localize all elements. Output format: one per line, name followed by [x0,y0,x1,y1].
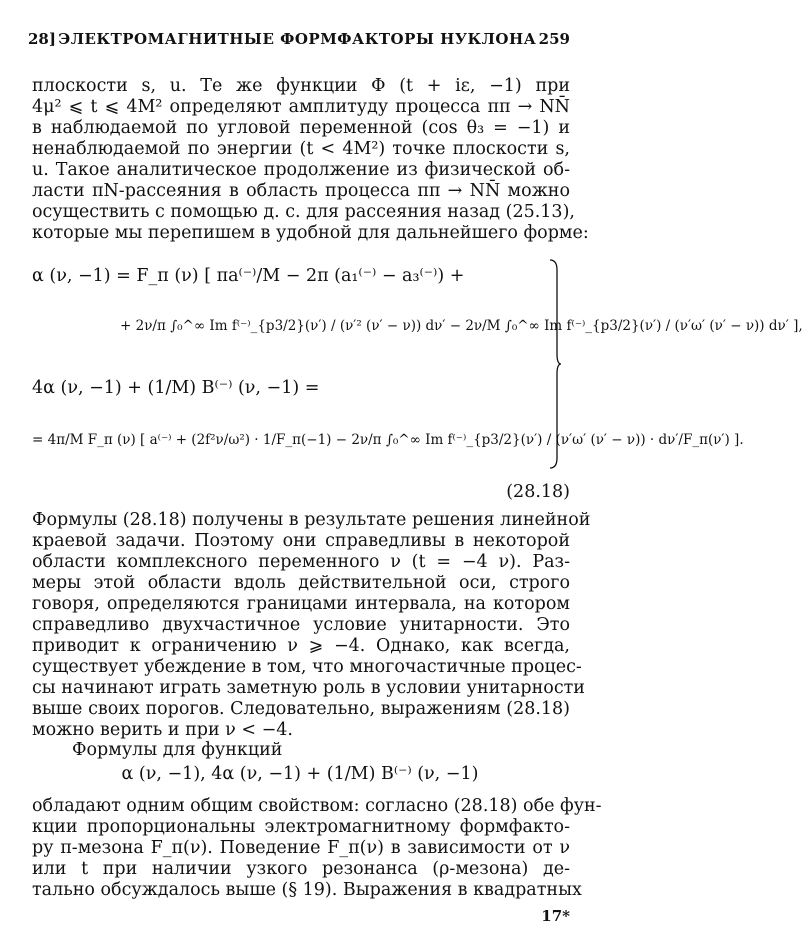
running-header [28,30,570,48]
text-line: тально обсуждалось выше (§ 19). Выражения в квадратных [32,880,582,900]
section-number: 28] [28,30,56,48]
text-line: плоскости s, u. Те же функции Φ (t + iε, −1) при [32,76,570,96]
text-line: Формулы для функций [72,740,283,760]
text-line: ласти πN-рассеяния в область процесса ππ → NN̄ можно [32,181,570,201]
text-line: выше своих порогов. Следовательно, выражениям (28.18) [32,699,570,719]
text-line: области комплексного переменного ν (t = −4 ν). Раз- [32,552,570,572]
right-brace [548,258,562,470]
text-line: или t при наличии узкого резонанса (ρ-мезона) де- [32,859,570,879]
equation-line-4: = 4π/M F_π (ν) [ a⁽⁻⁾ + (2f²ν/ω²) · 1/F_π(−1) − 2ν/π ∫₀^∞ Im f⁽⁻⁾_{p3/2}(ν′) / (ν′ω′ (ν′ − ν)) · dν′/F_π(ν′) ]. [32,432,744,448]
text-line: обладают одним общим свойством: согласно (28.18) обе фун- [32,796,602,816]
page-number: 259 [538,30,570,48]
text-line: Формулы (28.18) получены в результате решения линейной [32,510,591,530]
text-line: ненаблюдаемой по энергии (t < 4M²) точке плоскости s, [32,139,570,159]
body-paragraph [32,510,591,741]
text-line: краевой задачи. Поэтому они справедливы в некоторой [32,531,570,551]
text-line: ру π-мезона F_π(ν). Поведение F_π(ν) в зависимости от ν [32,838,570,858]
intro-paragraph [32,76,589,244]
text-line: существует убеждение в том, что многочастичные процес- [32,657,582,677]
text-line: приводит к ограничению ν ⩾ −4. Однако, как всегда, [32,636,570,656]
text-line: u. Такое аналитическое продолжение из физической об- [32,160,570,180]
text-line: справедливо двухчастичное условие унитарности. Это [32,615,570,635]
equation-line-3: 4α (ν, −1) + (1/M) B⁽⁻⁾ (ν, −1) = [32,378,320,398]
text-line: которые мы перепишем в удобной для дальнейшего форме: [32,223,589,243]
equation-number: (28.18) [506,482,570,502]
text-line: говоря, определяются границами интервала, на котором [32,594,570,614]
text-line: кции пропорциональны электромагнитному формфакто- [32,817,570,837]
text-line: в наблюдаемой по угловой переменной (cos θ₃ = −1) и [32,118,570,138]
running-title: ЭЛЕКТРОМАГНИТНЫЕ ФОРМФАКТОРЫ НУКЛОНА [58,30,537,48]
text-line: можно верить и при ν < −4. [32,720,293,740]
formulas-intro [72,740,570,761]
centered-formula: α (ν, −1), 4α (ν, −1) + (1/M) B⁽⁻⁾ (ν, −1) [121,764,479,784]
signature-mark: 17* [541,907,570,925]
text-line: меры этой области вдоль действительной оси, строго [32,573,570,593]
equation-line-1: α (ν, −1) = F_π (ν) [ πa⁽⁻⁾/M − 2π (a₁⁽⁻⁾ − a₃⁽⁻⁾) + [32,266,465,286]
text-line: осуществить с помощью д. с. для рассеяния назад (25.13), [32,202,575,222]
text-line: 4μ² ⩽ t ⩽ 4M² определяют амплитуду процесса ππ → NN̄ [32,97,570,117]
equation-line-2: + 2ν/π ∫₀^∞ Im f⁽⁻⁾_{p3/2}(ν′) / (ν′² (ν′ − ν)) dν′ − 2ν/M ∫₀^∞ Im f⁽⁻⁾_{p3/2}(ν′) / (ν′ω′ (ν′ − ν)) dν′ ], [120,318,803,334]
closing-paragraph [32,796,602,901]
text-line: сы начинают играть заметную роль в условии унитарности [32,678,585,698]
